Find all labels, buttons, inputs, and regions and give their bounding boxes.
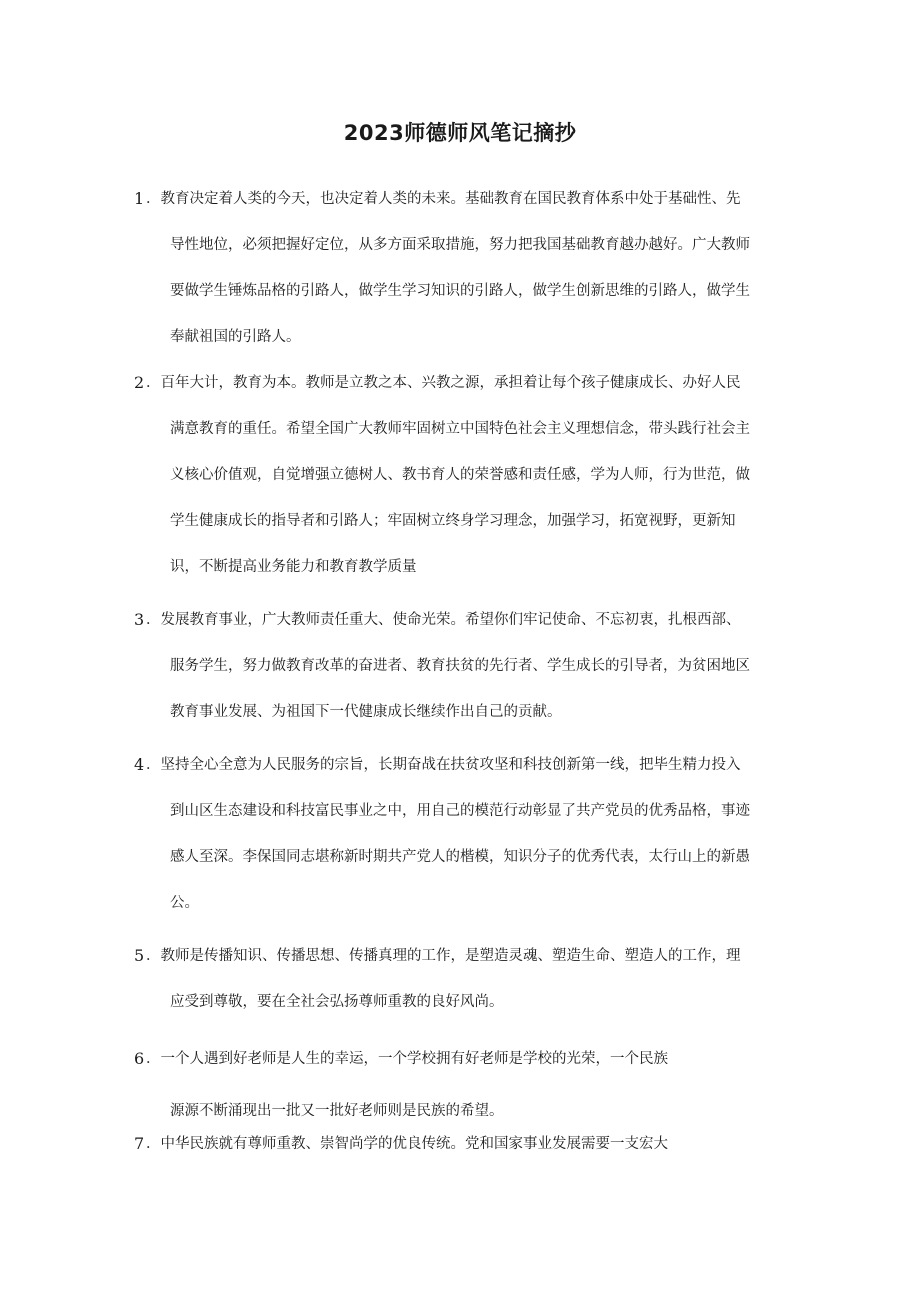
item-number: 1: [134, 189, 145, 208]
item-line: 到山区生态建设和科技富民事业之中，用自己的模范行动彰显了共产党员的优秀品格，事迹: [170, 803, 750, 819]
item-line: ．中华民族就有尊师重教、崇智尚学的优良传统。党和国家事业发展需要一支宏大: [146, 1136, 668, 1152]
item-text: [146, 1036, 794, 1134]
item-number: 4: [134, 755, 145, 774]
list-item: [134, 360, 794, 590]
item-text: [146, 360, 794, 590]
item-text: [146, 1121, 794, 1167]
item-line: ．百年大计，教育为本。教师是立教之本、兴教之源，承担着让每个孩子健康成长、办好人民: [146, 375, 741, 391]
item-line: 学生健康成长的指导者和引路人；牢固树立终身学习理念，加强学习，拓宽视野，更新知: [170, 513, 736, 529]
item-line: ．教师是传播知识、传播思想、传播真理的工作，是塑造灵魂、塑造生命、塑造人的工作，理: [146, 948, 741, 964]
item-line: 公。: [170, 895, 199, 911]
item-line: 识，不断提高业务能力和教育教学质量: [170, 559, 417, 575]
list-item: [134, 933, 794, 1025]
item-number: 5: [134, 946, 145, 965]
item-line: 教育事业发展、为祖国下一代健康成长继续作出自己的贡献。: [170, 704, 562, 720]
item-number: 7: [134, 1134, 145, 1153]
item-line: 满意教育的重任。希望全国广大教师牢固树立中国特色社会主义理想信念，带头践行社会主: [170, 421, 750, 437]
item-line: 应受到尊敬，要在全社会弘扬尊师重教的良好风尚。: [170, 994, 504, 1010]
item-line: 导性地位，必须把握好定位，从多方面采取措施，努力把我国基础教育越办越好。广大教师: [170, 237, 750, 253]
list-item: [134, 1036, 794, 1134]
item-line: ．一个人遇到好老师是人生的幸运，一个学校拥有好老师是学校的光荣，一个民族: [146, 1051, 668, 1067]
item-text: [146, 742, 794, 926]
item-line: ．教育决定着人类的今天，也决定着人类的未来。基础教育在国民教育体系中处于基础性、先: [146, 191, 741, 207]
item-line: 要做学生锤炼品格的引路人，做学生学习知识的引路人，做学生创新思维的引路人，做学生: [170, 283, 750, 299]
item-number: 2: [134, 373, 145, 392]
item-line: 感人至深。李保国同志堪称新时期共产党人的楷模，知识分子的优秀代表，太行山上的新愚: [170, 849, 750, 865]
item-number: 6: [134, 1049, 145, 1068]
list-item: [134, 742, 794, 926]
item-text: [146, 176, 794, 360]
item-text: [146, 597, 794, 735]
list-item: [134, 1121, 794, 1167]
item-line: 服务学生，努力做教育改革的奋进者、教育扶贫的先行者、学生成长的引导者，为贫困地区: [170, 658, 750, 674]
item-number: 3: [134, 610, 145, 629]
item-line: ．坚持全心全意为人民服务的宗旨，长期奋战在扶贫攻坚和科技创新第一线，把毕生精力投入: [146, 757, 741, 773]
list-item: [134, 597, 794, 735]
item-line: ．发展教育事业，广大教师责任重大、使命光荣。希望你们牢记使命、不忘初衷，扎根西部、: [146, 612, 741, 628]
item-line: 奉献祖国的引路人。: [170, 329, 301, 345]
item-text: [146, 933, 794, 1025]
item-line: 义核心价值观，自觉增强立德树人、教书育人的荣誉感和责任感，学为人师，行为世范，做: [170, 467, 750, 483]
item-line: 源源不断涌现出一批又一批好老师则是民族的希望。: [170, 1103, 504, 1119]
list-item: [134, 176, 794, 360]
document-title: 2023师德师风笔记摘抄: [343, 121, 577, 145]
